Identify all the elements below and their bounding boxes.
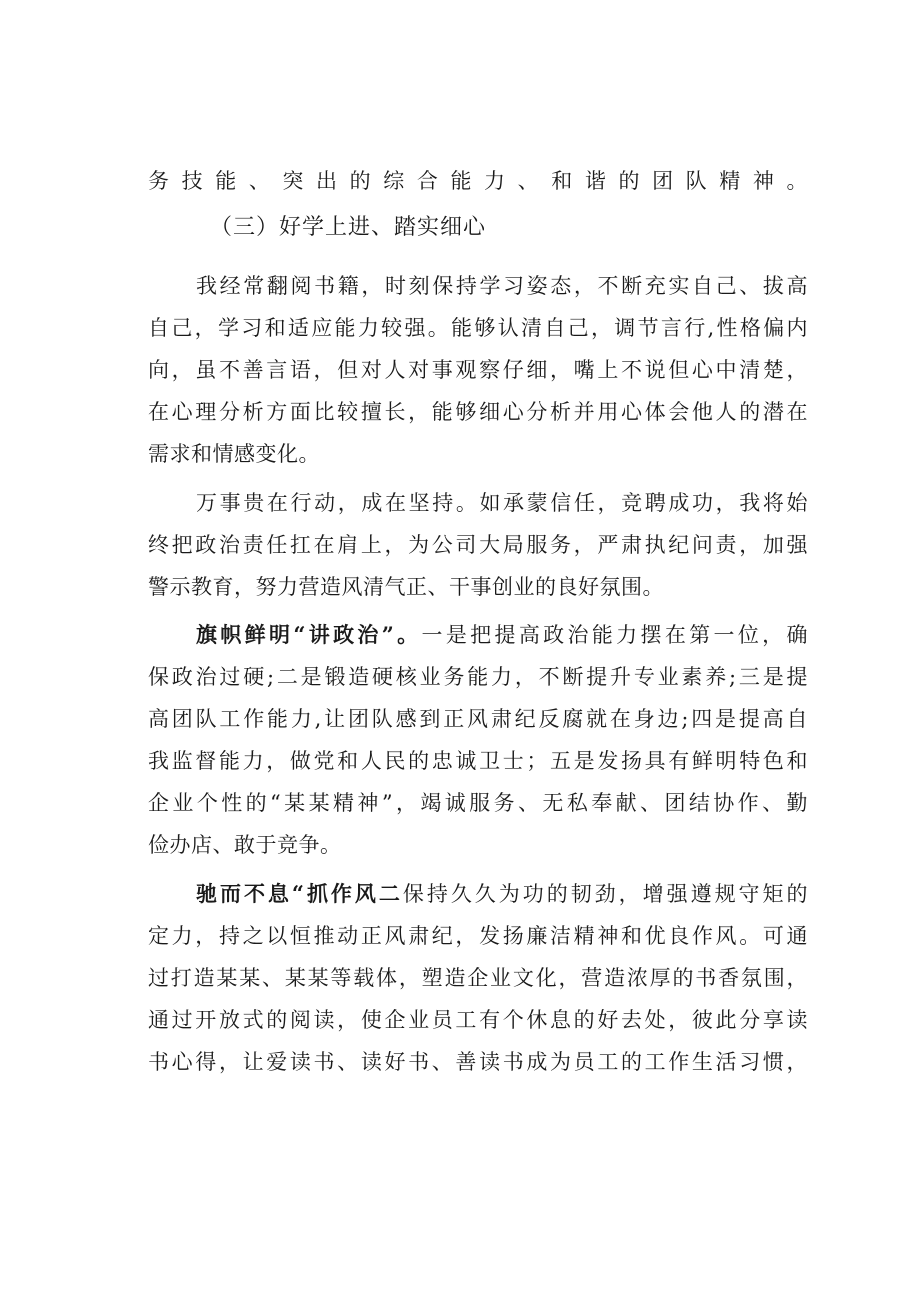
paragraph-line: 企业个性的“某某精神”，竭诚服务、无私奉献、团结协作、勤	[148, 791, 808, 815]
paragraph-line: 我监督能力，做党和人民的忠诚卫士；五是发扬具有鲜明特色和	[148, 749, 808, 773]
paragraph-line: 需求和情感变化。	[148, 442, 320, 466]
paragraph-line: 高团队工作能力,让团队感到正风肃纪反腐就在身边;四是提高自	[148, 707, 808, 731]
paragraph-line: 在心理分析方面比较擅长，能够细心分析并用心体会他人的潜在	[148, 400, 808, 424]
paragraph-line: 通过开放式的阅读，使企业员工有个休息的好去处，彼此分享读	[148, 1008, 808, 1032]
paragraph-line	[196, 620, 808, 650]
paragraph-line	[196, 879, 808, 909]
paragraph-line: 我经常翻阅书籍，时刻保持学习姿态，不断充实自己、拔高	[196, 274, 808, 298]
paragraph-line: 书心得，让爱读书、读好书、善读书成为员工的工作生活习惯，	[148, 1050, 808, 1074]
paragraph-line: 务技能、突出的综合能力、和谐的团队精神。	[148, 169, 808, 193]
paragraph-line: 终把政治责任扛在肩上，为公司大局服务，严肃执纪问责，加强	[148, 533, 808, 557]
paragraph-line: 自己，学习和适应能力较强。能够认清自己，调节言行,性格偏内	[148, 316, 808, 340]
paragraph-line: 过打造某某、某某等载体，塑造企业文化，营造浓厚的书香氛围，	[148, 966, 808, 990]
line-text: 一是把提高政治能力摆在第一位，确	[421, 623, 808, 647]
line-text: 保持久久为功的韧劲，增强遵规守矩的	[402, 882, 808, 906]
paragraph-line: 万事贵在行动，成在坚持。如承蒙信任，竞聘成功，我将始	[196, 491, 808, 515]
paragraph-line: 保政治过硬;二是锻造硬核业务能力，不断提升专业素养;三是提	[148, 665, 808, 689]
bold-lead-politics: 旗帜鲜明“讲政治”。	[196, 622, 422, 647]
bold-lead-style: 驰而不息“抓作风二	[196, 881, 403, 906]
paragraph-line: 俭办店、敢于竞争。	[148, 833, 342, 857]
section-heading: （三）好学上进、踏实细心	[210, 215, 487, 240]
paragraph-line: 向，虽不善言语，但对人对事观察仔细，嘴上不说但心中清楚，	[148, 358, 808, 382]
paragraph-line: 警示教育，努力营造风清气正、干事创业的良好氛围。	[148, 575, 664, 599]
paragraph-line: 定力，持之以恒推动正风肃纪，发扬廉洁精神和优良作风。可通	[148, 924, 808, 948]
